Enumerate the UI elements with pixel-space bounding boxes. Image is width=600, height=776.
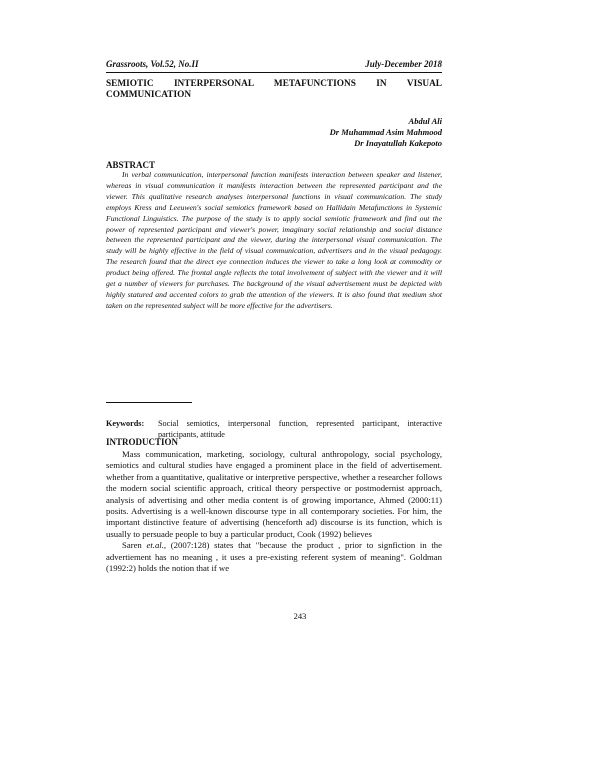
author-2: Dr Muhammad Asim Mahmood — [329, 127, 442, 137]
citation-author: Saren — [122, 540, 147, 551]
introduction-paragraph-2 — [106, 540, 442, 574]
footnote-divider — [106, 402, 192, 403]
introduction-heading: INTRODUCTION — [106, 437, 179, 447]
abstract-heading: ABSTRACT — [106, 160, 156, 170]
introduction-paragraph-1: Mass communication, marketing, sociology, cultural anthropology, social psychology, semiotics and cultural studies have engaged a prominent place in the field of advertisement. whether from a quantitative, qualitative or interpretive perspective, whether a researcher follows the modern social scientific approach, critical theory perspective or postmodernist approach, analysis of advertising and other media content is of growing importance, Ahmed (2000:11) posits. Advertising is a well-known discourse type in all contemporary societies. For him, the important distinctive feature of advertising (henceforth ad) discourse is its function, which is usually to persuade people to buy a particular product, Cook (1992) believes — [106, 449, 442, 539]
paragraph-2-text: (2007:128) states that "because the product , prior to signfiction in the advertiement has no meaning , it uses a pre-existing referent system of meaning". Goldman (1992:2) holds the notion that if we — [106, 540, 442, 574]
introduction-body — [106, 449, 442, 574]
abstract-text: In verbal communication, interpersonal function manifests interaction between speaker and listener, whereas in visual communication it manifests interaction between the represented participant and the viewer. This qualitative research analyses interpersonal functions in visual communication. The study employs Kress and Leeuwen's social semiotics framework based on Hallidain Metafunctions in Systemic Functional Linguistics. The purpose of the study is to apply social semiotic framework and find out the power of represented participant and viewer's power, imaginary social relationship and social distance between the represented participant and the viewer, during the interpersonal visual communication. The study will be highly effective in the field of visual communication, advertisers and in the visual pedagogy. The research found that the direct eye connection induces the viewer to take a long look at commodity or product being offered. The frontal angle reflects the total involvement of subject with the viewer and it will get a number of viewers for purchases. The background of the visual advertisement must be depicted with highly statured and accented colors to grab the attention of the viewers. It is also found that medium shot taken on the represented subject will be more effective for the advertisers. — [106, 170, 442, 310]
author-3: Dr Inayatullah Kakepoto — [354, 138, 442, 148]
citation-etal: et.al., — [146, 540, 167, 551]
issue-date: July-December 2018 — [365, 59, 442, 69]
paper-title: SEMIOTIC INTERPERSONAL METAFUNCTIONS IN VISUAL COMMUNICATION — [106, 79, 442, 100]
keywords-text: Social semiotics, interpersonal function, represented participant, interactive participants, attitude — [158, 419, 442, 439]
page-number: 243 — [293, 611, 307, 621]
journal-info: Grassroots, Vol.52, No.II — [106, 59, 199, 69]
author-1: Abdul Ali — [408, 116, 442, 126]
header-divider — [106, 72, 442, 73]
author-list — [330, 116, 442, 149]
keywords-label: Keywords: — [106, 419, 145, 428]
